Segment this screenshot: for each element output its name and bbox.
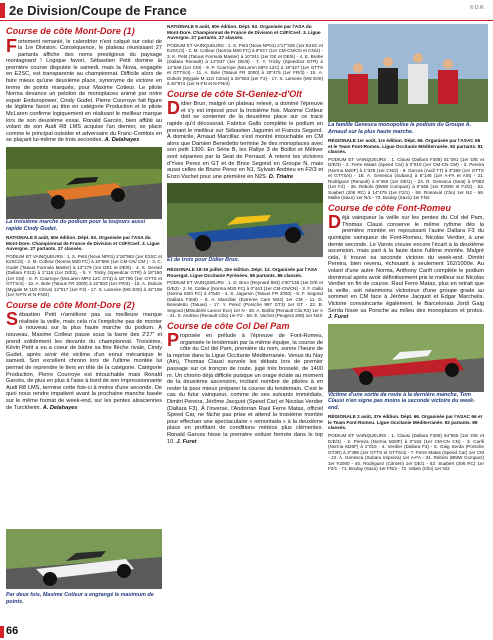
photo-caption: La troisième marche du podium pour la toujours aussi rapide Cindy Gudet.: [6, 219, 146, 232]
column-1: [6, 24, 162, 411]
page-header: [0, 0, 493, 22]
article-text: ébastien Petit n'améliore pas sa meilleure marque réalisée la veille, mais cela n'a l'empêche pas de monter à nouveau sur la plus haute marche du podium. À nouveau, Maxime Cotleur passe sous la barre des 2'27" et prend solidement les devants du championnat. Troisième, Kévin Petit a eu a coeur de battre sa fine flèche rivale, Cindy Gudet, après avoir été victime d'un ennui mécanique le samedi. Son excellent chrono lors de l'ultime montée lui permet de reprendre le tiers en tête de la catégorie. Catégorie Production, Pierre Courroye est intouchable mais Ronald Garcès, de plus en plus à l'aise à bord de son impressionnante Audi R8 LMS, termine cette fois-ci à moins d'une seconde. De quoi nous rendre impatient avant la prochaine manche basée sur le même format de week-end, sur les pentes alsaciennes de Turckheim.: [6, 312, 162, 411]
article-body: [6, 309, 162, 411]
article-title: Course de côte Font-Romeu: [328, 202, 452, 213]
article-author: A. Delahayes: [42, 404, 78, 411]
article-text: éjà vainqueur la veille sur les pentes du Col del Pam, Thomas Clausi conserve le même rythme dès la première montée en repoussant l'autre Dallara F3 du quintuple vainqueur de Font-Romeu, Nicolas Verdier, à une demie seconde. Le Varois creuse encore l'écart à la deuxième ascension, mais part à la faute dans l'ultime montée. Malgré cela, il trouve sa seconde victoire du week-end. Dimitri Pereira, bien revenu, échouant à seulement 162/1000e. Au volant d'une autre Norma, Anthony Carifi complète le podium dominical après avoir définitivement pris le meilleur sur Nicolas Verdier en fin de course. Raul Ferre Matas, plus en retrait que la veille, soit néanmoins victorieux d'une groupe grade au sommet en CM face à Jérôme Jacquot et Edgar Marchelis. Victoire convaincante également, le Barcelonais Jordi Gaig Serda hisse sa Porsche au milieu des monoplaces et protos.: [328, 215, 484, 314]
event-info: RÉGIONALE 1er août, 1re édition. Dépt. 66. Organisée par l'ASAC 66 et le Team Font-Romeu. Ligue Occitanie Méditerranée. 92 partants. 81 classés.: [328, 138, 483, 155]
photo-cotleur: [6, 529, 162, 589]
article-author: D. Triaire: [268, 173, 294, 180]
photo-caption: La famille Genesca monopolise le podium du Groupe A, Arnaud sur la plus haute marche.: [328, 122, 471, 135]
results: PODIUM ET VAINQUEURS : 1. S. Petit (Nova NP01) 2'17"335 (1er E2SC et E2SC/3) - 2. M. Cotleur (Norma M20 FC) à 9"617 (1er CM-CN/CN et CN/2) - 3. K. Petit (Tatuus Formula Master) à 10"241 (1er DE et DE/6) - 4. E. Brebe (Dallara Renault) à 12"637 (1er DE/6) - 7. Y. Tricky (Speedcar GTR) à 14"548 (1er CM) - 9. P. Courroye (McLaren MP4 12C) à 18"427 (1er GTTS et GTTS/4) - 11. A. Bole (Tatuus FR 2000) à 20"475 (1er FR/3) - 15. A. Dubois (Mygale M 11O Citrus) à 28"563 (1er F2) - 17. S. Lameire (MS E00) à 40"974 (1er N-FN et N-FN/4): [167, 42, 323, 87]
drop-cap: F: [6, 35, 17, 56]
drop-cap: D: [167, 98, 180, 119]
photo-podium: [328, 24, 488, 122]
results: PODIUM ET VAINQUEURS : 1. D. Brun (Reynard 893) 4'30"136 (1er D/E et D/E3) - 2. M. Cotleur (Norma M20 FC) à 0"443 (1er CM-CN/CN) - 3. F. Gallo (Norma M20 FC) à 4"640 - 4. S. Jagumin (Tatuus FR 2000) - 5. F. Segond (Dallara F308) - 8. A. Marcillac (Extreme Cars M24) 1er CM - 11. D. Benedetto (Tatuus) - 17. Y. Perez (Porsche 997 GT3) 1er GT - 22. B. Segond (Mitsubishi Lancer Evo) 1er N - 30. A. Boillot (Renault Clio R3) 1er A - 41. S. Andrieu (Renault Clio) 1er F2 - 56. E. Vachet (Peugeot 208) 1er N2S: [167, 280, 323, 319]
header-accent: [0, 3, 5, 18]
article-author: A. Delahayes: [104, 137, 140, 144]
drop-cap: S: [6, 309, 19, 330]
column-2: [167, 24, 323, 445]
article-title: Course de côte St-Geniez-d'Olt: [167, 88, 302, 99]
photo-caption: Victime d'une sortie de route à la dernière manche, Tom Clausi n'en signe pas moins la seconde victoire du week-end.: [328, 391, 475, 411]
drop-cap: P: [167, 330, 180, 351]
article-title: Course de côte Mont-Dore (1): [6, 26, 135, 36]
article-author: J. Furet: [328, 314, 349, 321]
results: PODIUM ET VAINQUEURS : 1. Clausi (Dallara F308) 64"565 (1er D/E et D/E/3) - 2. Pereira (Norma M20F) à 0"162 (1er CM-CN CN) - 3. Carifi (Norma M20F) à 1"015 - 4. Verdier (Dallara F3) - 5. Gaig Serda (Porsche GT3R) à 3"386 (1er GTTS et GTTS/4) - 7. Ferre Matas (Speed Car) 1er CM - 22. A. Genesca (Subaru Impreza) 1er A-FA - 34. Rebolo (BMW Compact) 1er F2000 - 40. Rodriguez (Citroën) 1er DE/1 - 62. Suabert (206 RC) 1er F2/1 - 71. Boulay (Saxo) 1er FN/2 - 72. Valain (Clio) 1er N/2: [328, 433, 484, 472]
photo-brun-car: [167, 183, 323, 257]
article-text: ortement remanié, le calendrier n'est calqué sur celui de la 1re Division. Conséquence, le plateau réunissant 27 partants affiche des noms prestigieux du paysage montagnard ! Logique favori, Sébastien Petit domine la première course disputée le samedi, mais la Nova, engagée en E2SC, est transparente au championnat. Difficile alors de faire mieux qu'une deuxième place, synonyme de victoire en terme de points marqués, pour Maxime Cotleur. Le pilote Norma devance un peloton de monoplaces animé par notre espoir Enduropower, Cindy Gudet. Pierre Courroye fait figure de légitime favori au titre en catégorie Production et le pilote McLaren confirme logiquement en réalisant le meilleur marque lors de son deuxième essai. Ronald Garcès, bien affûté au volant de son Audi R8 LMS acquise l'an dernier, se place comme le principal outsider et adversaire du Franc-Comtois en se plaçant lui-même de trois secondes.: [6, 38, 162, 144]
photo-caption: Et de trois pour Didier Brun.: [167, 257, 240, 264]
article-title: Course de côte Mont-Dore (2): [6, 299, 135, 310]
article-text: idier Brun, malgré un plateau relevé, a dominé l'épreuve et s'y est imposé pour la troisième fois. Maxime Cotleur doit se contenter de la deuxième place sur ce tracé rapide qu'il découvrait. Fabrice Gallo complète le podium en prenant le meilleur sur Sébastien Jagumin et Francis Segond. À domicile, Arnaud Marcillac s'est montré intouchable en CM alors que Damien Benedetto termine 3e des monoplaces avec son petit 1300. En Série B, les Rallye 3 de Boillot et Méliver sont séparées par la Seat de Perraud. À retenir les victoires d'Yves Perez en GT et de Brice Segond en Groupe N, mais aussi celles de Bruno Perez en N1, Sylvain Andrieu en F2/3 et Enzo Vachet pour une première en N2S.: [167, 101, 323, 180]
results: PODIUM ET VAINQUEURS : 1. S. Petit (Nova NP01) 2'18"593 (1er E2SC et E2SC/3) - 2. M. Cotleur (Norma M20 FC) à 10"580 (1er CM-CN/ CM ) - 3. C. Gudet (Tatuus Formula Master) à 13"179 (1re DE1 et DE/6) - 4. S. Gerard (Dallara F312) à 1"116 (1er D/E3), - 5. Y. Tricky (Speedcar GTR) à 18"180 (1er CM) - 6. P. Courroye (McLaren MP4 12C GT3) à 18"790 (1er GTTS et GTTS/4) - 10. A. Bole (Tatuus FR 2000) à 22"503 (1er FR/3) - 15. A. Dubois (Mygale M 11O Citrus) 12"017 (1er F2) - 17. S. Lameire (MS E00) à 42"108 (1er N-FN et N-FN/4): [6, 253, 162, 298]
results: PODIUM ET VAINQUEURS : 1. Clausi (Dallara F308) 51"091 (1er D/E et D/E/3) - 2. Ferre Matas (Speed Car) à 0"510 (1er CM-CN CM) - 3. Pereira (Norma M20F) à 1"328 (1er CN/2) - 8. Garces (Audi TT) à 3"369 (1er GTTS et GTTS/4) - 18. A. Genesca (Subaru) à 6"146 (1er A-FA et A/8) - 21. Rodriguez (Renault) à 8"460 (1er DE/1) - 24. R. Genesca (Seat) à 9"083 (1er F2) - 35. Rebolo (BMW Compact) à 9"466 (1er F2000 et F2/3) - 53. Suabert (206 RC) à 14"475 (1er F2/1) - 58. Rosarval (Clio) 1er N2 - 69. Mallie (Saxo) 1er N/1 - 73. Boulay (Saxo) 1er FN2: [328, 156, 484, 201]
article-author: J. Furet: [176, 438, 197, 445]
page-number-accent: [0, 626, 4, 638]
photo-race-car-gudet: [6, 147, 162, 219]
event-info: RÉGIONALE 2 août, 37e édition. Dépt. 66. Organisée par l'ASAC 66 et le Team Font-Romeu. Ligue Occitanie Méditerranée. 92 partants. 89 classés.: [328, 414, 483, 431]
page-number: 66: [6, 625, 19, 637]
section-title: 2e Division/Coupe de France: [9, 3, 187, 18]
article-body: [167, 330, 323, 445]
article-body: [6, 35, 162, 145]
photo-caption: Par deux fois, Maxime Cotleur a engrangé le maximum de points.: [6, 592, 154, 605]
header-rule: [0, 20, 493, 21]
event-info: NATIONALE 9 août, 60e édition. Dépt. 63. Organisée par l'ASA du Mont-Dore. Championnat de France de Division et CdF/Coef. 3. Ligue Auvergne. 27 partants. 27 classés.: [167, 24, 321, 41]
article-title: Course de côte Col Del Pam: [167, 320, 290, 331]
photo-credit: © D.R.: [469, 5, 485, 11]
event-info: RÉGIONALE 18-19 juillet, 32e édition. Dépt. 12. Organisée par l'ASA Rouergat. Ligue Occitanie Pyrénées. 86 partants. 86 classés.: [167, 266, 318, 278]
article-text: roposée en prélude à l'épreuve de Font-Romeu, organisée le lendemain par la même équipe, la course de côte du Col del Pam, première du nom, sonne l'heure de la reprise dans la Ligue Occitanie Méditerranée. Venus du Nay (Ain), Thomas Clausi survole les débats lors de premier passage sur ce tronçon de route, jugé très bosselé, de 1400 m. Un chrono déjà difficile puisque un orage éclate au moment de la deuxième ascension, incitant nombre de pilotes à en rester là pour mieux préparer la course du lendemain. C'est le cas du futur vainqueur, comme de ses suivants immédiats, Dimitri Pereira, Jérôme Jacquot (Speed Car) et Nicolas Verdier (Dallara F3). À l'inverse, l'Andorran Raul Ferre Matas, officiel Speed Car, ne fâche pas prise et attend la troisième montée pour effectuer une spectaculaire « remontada » à la deuxième place en profitant de conditions météos plus clémentes. Ronald Garces hisse la première voiture fermée dans le top 10.: [167, 333, 323, 445]
article-body: [167, 98, 323, 180]
drop-cap: D: [328, 212, 341, 233]
event-info: NATIONALE 8 août, 60e édition. Dépt. 63. Organisée par l'ASA du Mont-Dore. Championnat de France de Division et CdF/Coef. 3. Ligue Auvergne. 27 partants. 27 classés.: [6, 235, 160, 252]
article-body: [328, 212, 484, 321]
column-3: [328, 24, 484, 472]
photo-clausi-car: [328, 324, 484, 392]
